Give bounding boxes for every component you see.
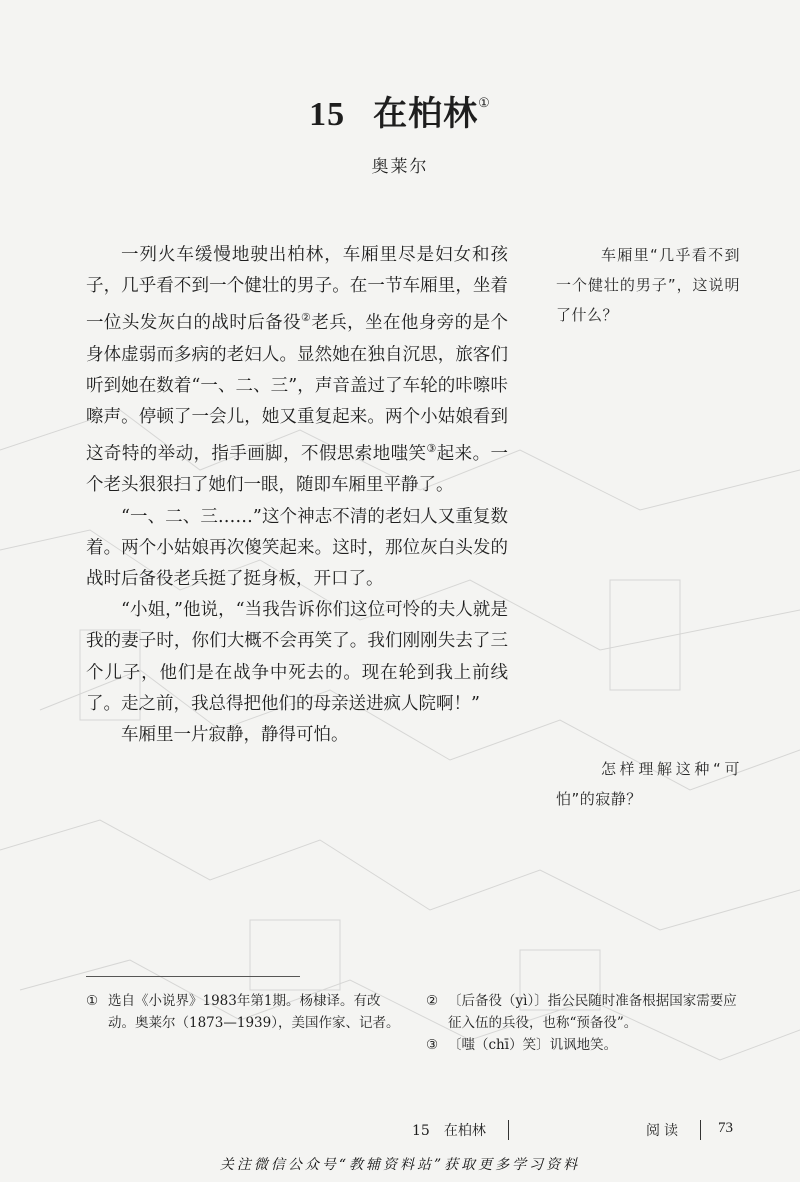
footnote-mark: ③ [426, 442, 437, 456]
margin-question: 车厢里“几乎看不到一个健壮的男子”，这说明了什么？ [556, 246, 740, 324]
paragraph: 车厢里一片寂静，静得可怕。 [121, 725, 349, 746]
author-name: 奥莱尔 [371, 157, 429, 177]
page-number: 73 [718, 1120, 733, 1136]
footer-divider [700, 1120, 701, 1140]
page-footer [0, 1120, 800, 1142]
paragraph: “一、二、三……”这个神志不清的老妇人又重复数着。两个小姑娘再次傻笑起来。这时，那位灰白头发的战时后备役老兵挺了挺身板，开口了。 [86, 506, 508, 590]
footnote: ② 〔后备役（yì）〕指公民随时准备根据国家需要应征入伍的兵役，也称“预备役”。 [426, 993, 737, 1031]
paragraph: “小姐，”他说，“当我告诉你们这位可怜的夫人就是我的妻子时，你们大概不会再笑了。我们刚刚失去了三个儿子，他们是在战争中死去的。现在轮到我上前线了。走之前，我总得把他们的母亲送进疯人院啊！” [86, 600, 508, 714]
title-footnote-mark: ① [478, 96, 491, 111]
footer-divider [508, 1120, 509, 1140]
footer-lesson-title: 15 在柏林 [412, 1123, 486, 1139]
lesson-title: 在柏林 [373, 94, 479, 134]
paragraph: 一列火车缓慢地驶出柏林，车厢里尽是妇女和孩子，几乎看不到一个健壮的男子。在一节车厢里，坐着一位头发灰白的战时后备役②老兵，坐在他身旁的是个身体虚弱而多病的老妇人。显然她在独自沉思，旅客们听到她在数着“一、二、三”，声音盖过了车轮的咔嚓咔嚓声。停顿了一会儿，她又重复起来。两个小姑娘看到这奇特的举动，指手画脚，不假思索地嗤笑③起来。一个老头狠狠扫了她们一眼，随即车厢里平静了。 [86, 245, 508, 496]
footnotes-column-left [86, 990, 406, 1034]
margin-question: 怎样理解这种“可怕”的寂静？ [556, 760, 740, 808]
lesson-number: 15 [309, 96, 346, 133]
footnote: ③ 〔嗤（chī）笑〕讥讽地笑。 [426, 1037, 618, 1053]
footnote-mark: ② [301, 311, 312, 325]
main-text [86, 240, 508, 751]
page-title [0, 86, 800, 135]
footnotes-column-right [426, 990, 746, 1056]
footnote: ① 选自《小说界》1983年第1期。杨棣译。有改动。奥莱尔（1873—1939），美国作家、记者。 [86, 993, 400, 1031]
watermark-text: 关注微信公众号“教辅资料站”获取更多学习资料 [219, 1157, 581, 1173]
footnote-divider [86, 976, 300, 977]
footer-section-name: 阅读 [646, 1123, 682, 1139]
